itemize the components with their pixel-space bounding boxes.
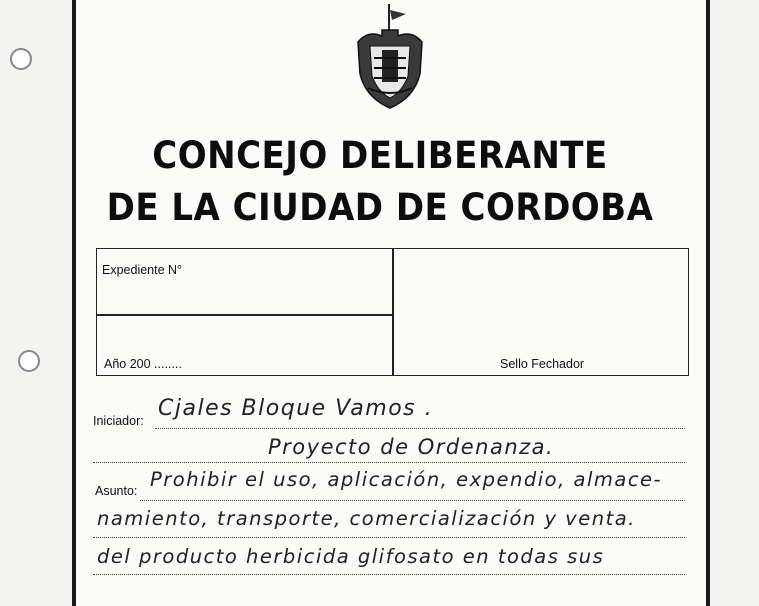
proyecto-value: Proyecto de Ordenanza. [268, 435, 555, 459]
dotted-line [93, 462, 685, 463]
iniciador-value: Cjales Bloque Vamos . [158, 396, 434, 421]
dotted-line [140, 500, 685, 501]
expediente-label: Expediente N° [102, 263, 183, 277]
dotted-line [93, 574, 685, 575]
dotted-line [155, 428, 685, 429]
anio-label: Año 200 ........ [104, 357, 182, 371]
binder-hole [18, 350, 40, 372]
asunto-line-3: del producto herbicida glifosato en todas sus [97, 545, 605, 568]
sello-fechador-label: Sello Fechador [500, 357, 585, 371]
page-title: CONCEJO DELIBERANTE [152, 134, 608, 177]
coat-of-arms-icon [348, 2, 432, 112]
asunto-line-2: namiento, transporte, comercialización y venta. [97, 507, 636, 530]
stamp-box [96, 248, 689, 376]
iniciador-label: Iniciador: [93, 414, 144, 428]
page-subtitle: DE LA CIUDAD DE CORDOBA [106, 186, 654, 229]
dotted-line [93, 537, 685, 538]
asunto-line-1: Prohibir el uso, aplicación, expendio, almace- [150, 468, 663, 491]
divider [392, 249, 394, 375]
binder-hole [10, 48, 32, 70]
asunto-label: Asunto: [95, 484, 138, 498]
divider [97, 314, 392, 316]
